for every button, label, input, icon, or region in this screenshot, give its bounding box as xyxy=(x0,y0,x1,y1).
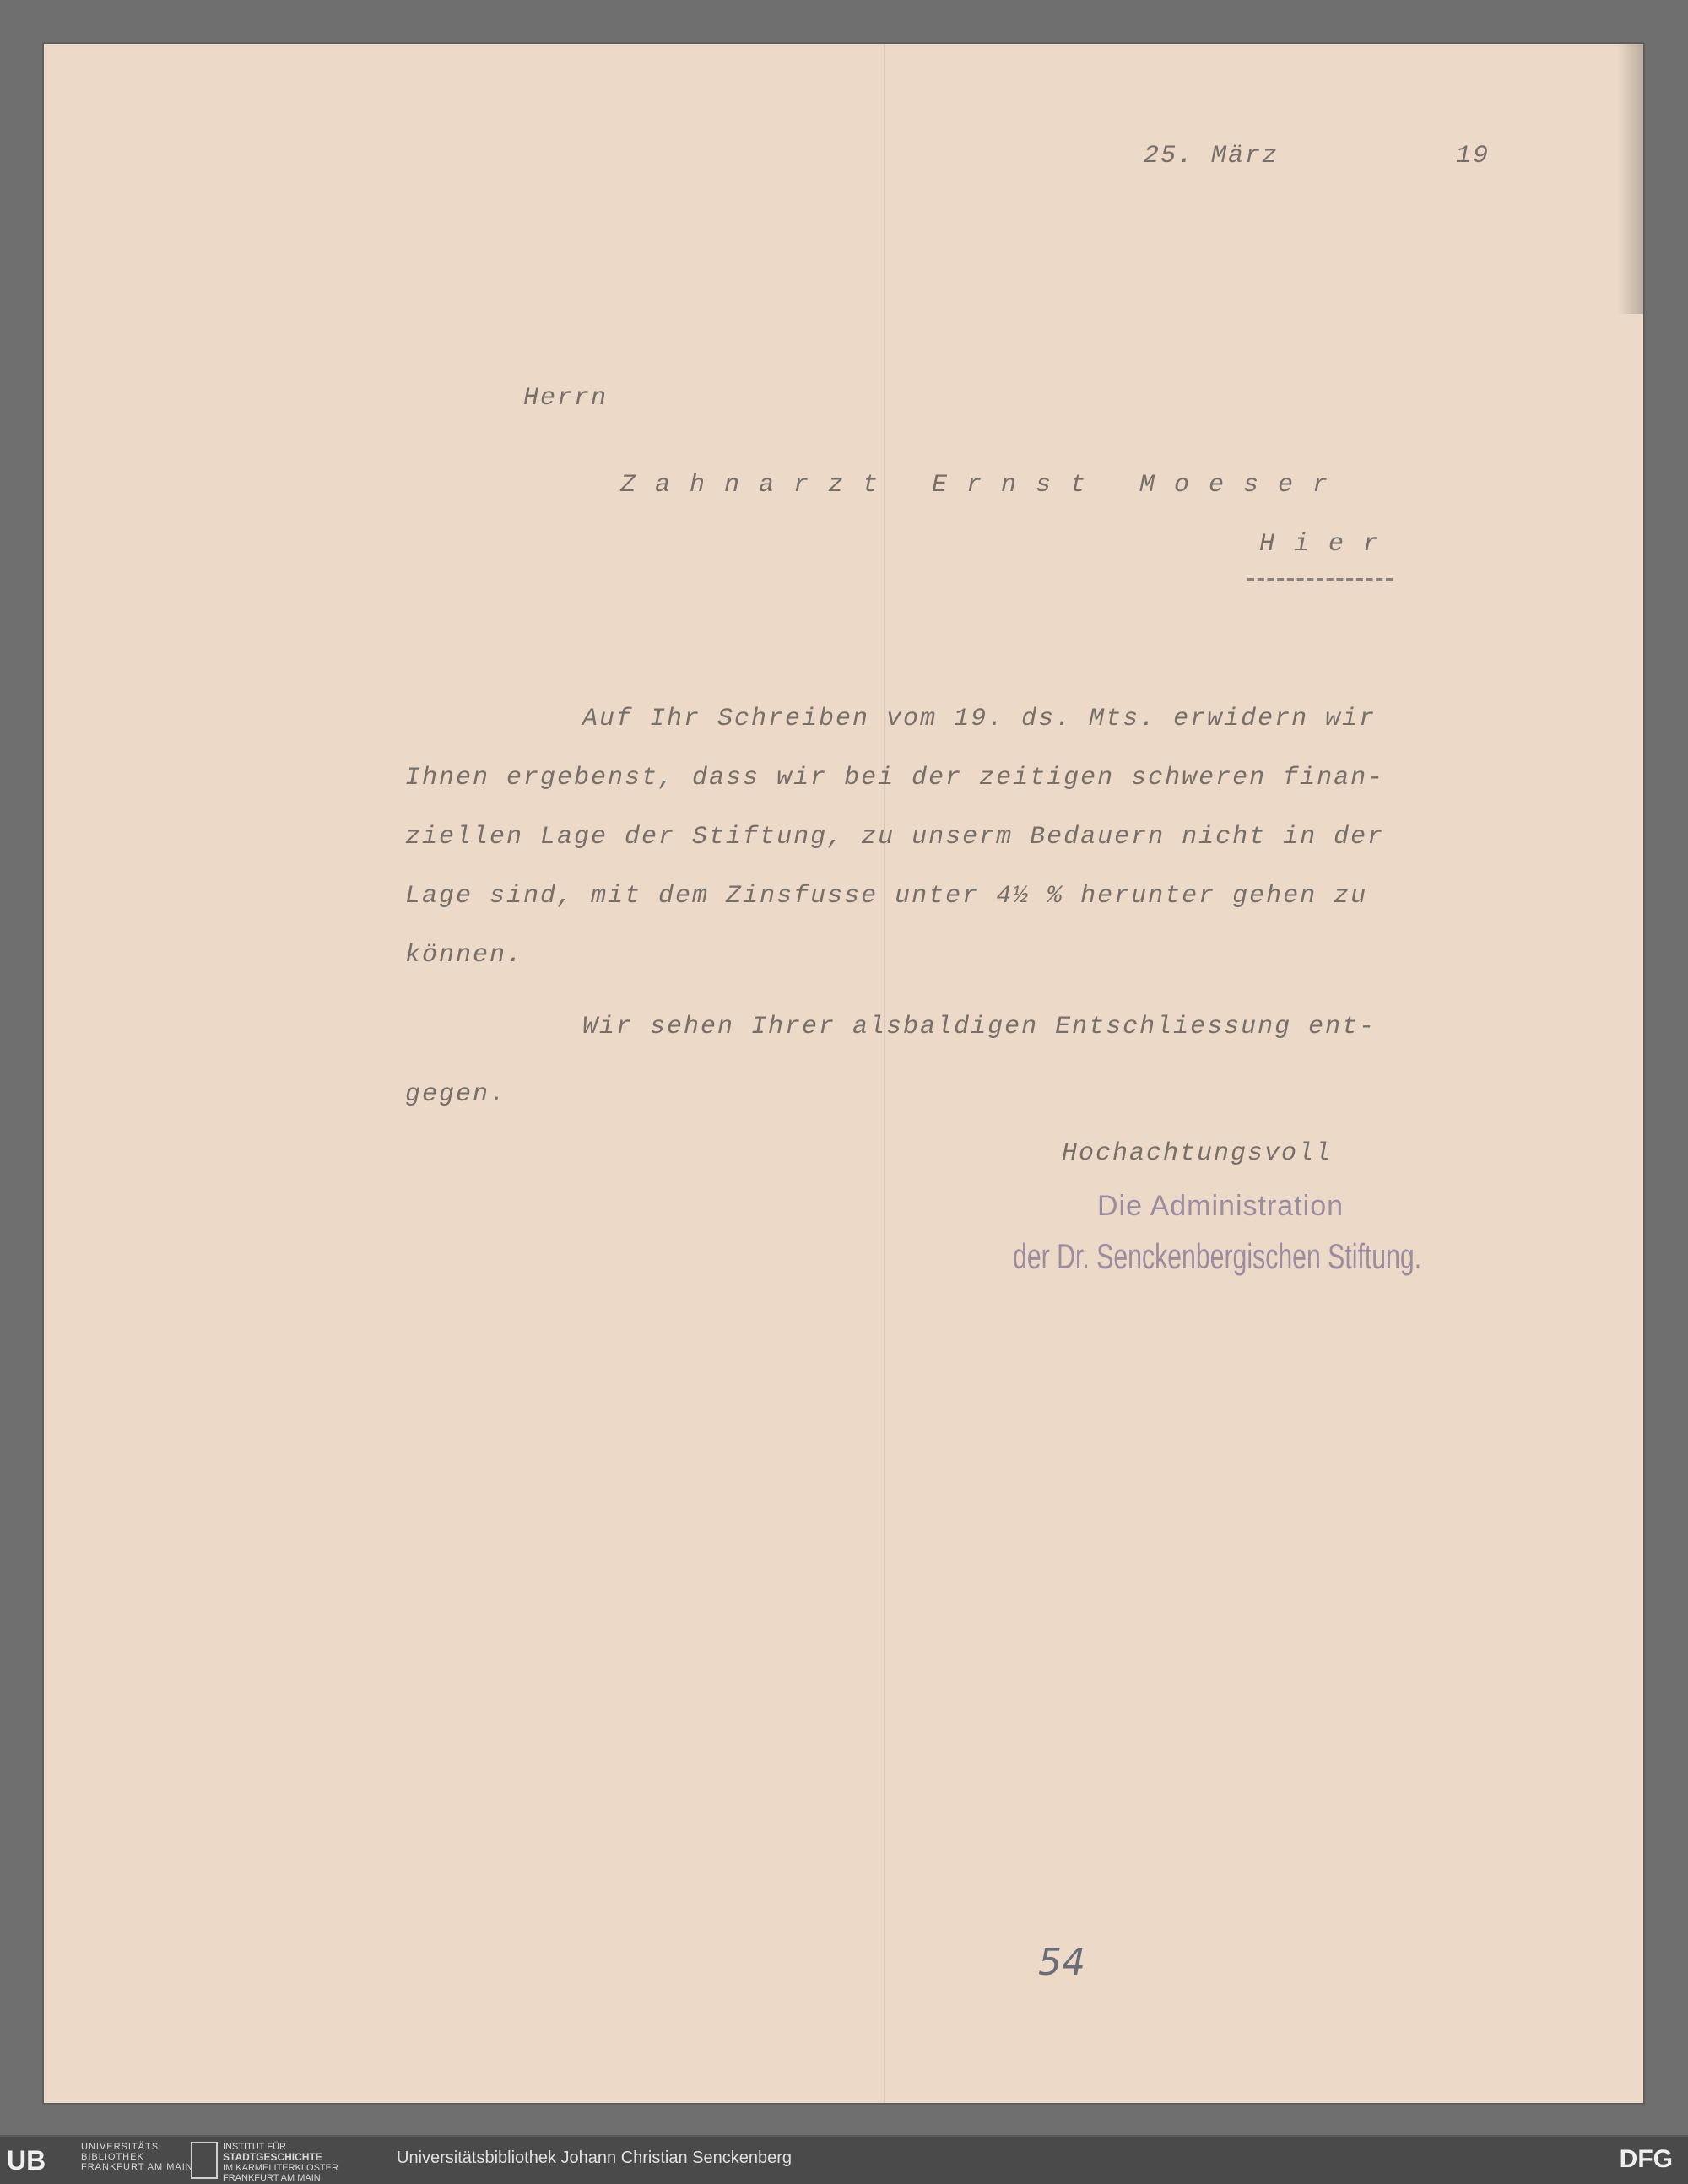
fold-line xyxy=(884,44,885,2103)
institute-line xyxy=(223,2152,338,2163)
institute-logo-icon xyxy=(191,2142,218,2179)
closing: Hochachtungsvoll xyxy=(1062,1139,1333,1168)
ub-text-line: FRANKFURT AM MAIN xyxy=(81,2162,193,2172)
letter-page xyxy=(44,44,1643,2103)
body-line: können. xyxy=(405,941,524,970)
letter-date: 25. März xyxy=(1144,142,1280,170)
footer-divider xyxy=(0,2135,1688,2137)
institute-line: IM KARMELITERKLOSTER xyxy=(223,2163,338,2173)
place-underline xyxy=(1247,578,1393,581)
body-line: Wir sehen Ihrer alsbaldigen Entschliessung ent- xyxy=(582,1013,1377,1041)
dfg-logo: DFG xyxy=(1619,2145,1673,2173)
institute-name: STADTGESCHICHTE xyxy=(223,2151,322,2163)
institute-line: INSTITUT FÜR xyxy=(223,2142,286,2152)
stamp-line-2: der Dr. Senckenbergischen Stiftung. xyxy=(1013,1236,1422,1276)
recipient-name: Zahnarzt Ernst Moeser xyxy=(620,471,1348,500)
body-line: gegen. xyxy=(405,1080,507,1109)
stamp-line-1: Die Administration xyxy=(1097,1190,1344,1222)
body-line: Lage sind, mit dem Zinsfusse unter 4½ % herunter gehen zu xyxy=(405,882,1368,911)
ub-logo-text xyxy=(81,2142,193,2172)
footer-bar xyxy=(0,2135,1688,2184)
letter-year: 19 xyxy=(1456,142,1491,170)
library-name: Universitätsbibliothek Johann Christian Senckenberg xyxy=(397,2149,793,2167)
ub-text-line: UNIVERSITÄTS xyxy=(81,2142,160,2152)
recipient-place: Hier xyxy=(1259,530,1399,559)
salutation: Herrn xyxy=(523,384,609,413)
paper-edge-shadow xyxy=(1618,44,1643,314)
body-line: Ihnen ergebenst, dass wir bei der zeitigen schweren finan- xyxy=(405,764,1385,792)
body-line: Auf Ihr Schreiben vom 19. ds. Mts. erwidern wir xyxy=(582,705,1377,733)
institute-line: FRANKFURT AM MAIN xyxy=(223,2173,321,2183)
ub-logo: UB xyxy=(7,2145,46,2176)
institute-text xyxy=(223,2142,338,2183)
page-number: 54 xyxy=(1038,1941,1085,1984)
ub-text-line: BIBLIOTHEK xyxy=(81,2152,144,2162)
body-line: ziellen Lage der Stiftung, zu unserm Bedauern nicht in der xyxy=(405,823,1385,851)
